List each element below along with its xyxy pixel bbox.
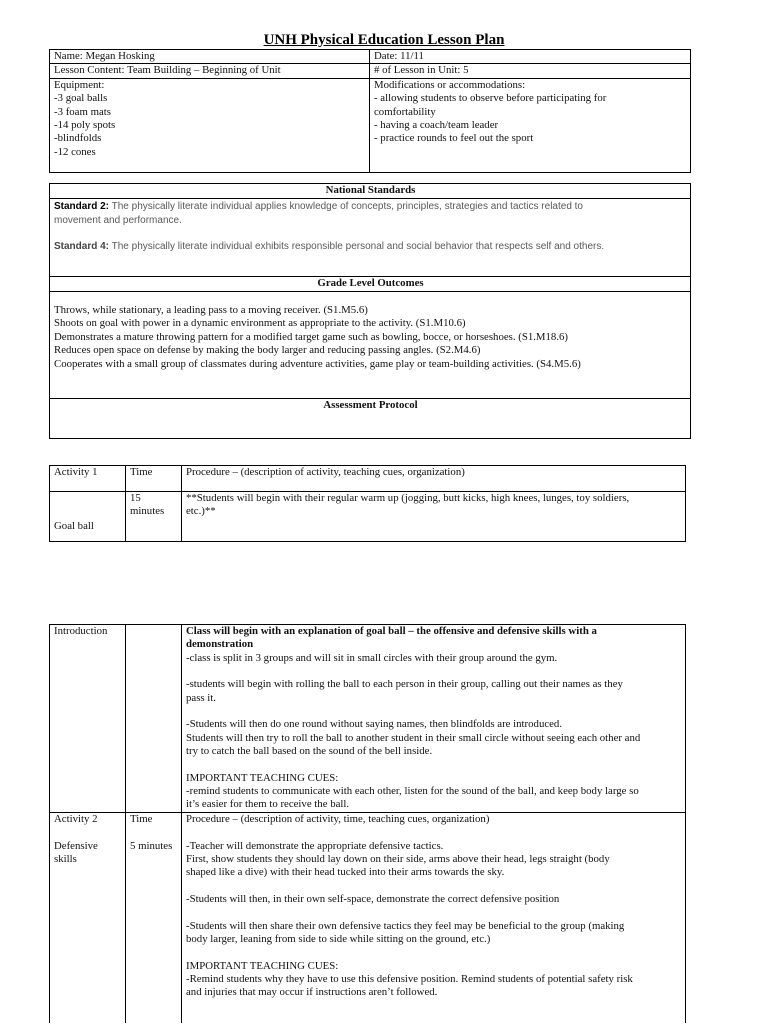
lesson-number-cell: # of Lesson in Unit: 5	[370, 64, 691, 78]
grade-level-outcomes-heading: Grade Level Outcomes	[50, 277, 691, 292]
activity-2-cues-heading: IMPORTANT TEACHING CUES:	[186, 959, 339, 972]
activity-2-step: -Teacher will demonstrate the appropriate defensive tactics.	[186, 839, 444, 852]
procedure-header: Procedure – (description of activity, time, teaching cues, organization)	[186, 813, 490, 825]
introduction-cues-heading: IMPORTANT TEACHING CUES:	[186, 771, 339, 784]
activity-2-label: Activity 2	[54, 813, 98, 825]
lesson-content-cell: Lesson Content: Team Building – Beginning of Unit	[50, 64, 370, 78]
activity-2-time-cell	[126, 813, 182, 1023]
activity-1-label: Activity 1	[50, 466, 126, 492]
standard-item	[54, 200, 687, 228]
introduction-procedure-cell	[182, 625, 686, 813]
equipment-item: -12 cones	[54, 145, 96, 158]
introduction-label: Introduction	[50, 625, 126, 813]
outcome-item: Cooperates with a small group of classmates during adventure activities, game play or team-building activities. (S4.M5.6)	[54, 357, 581, 370]
modification-item: - practice rounds to feel out the sport	[374, 132, 534, 145]
assessment-protocol-heading: Assessment Protocol	[50, 399, 691, 439]
equipment-item: -blindfolds	[54, 132, 102, 145]
modifications-heading: Modifications or accommodations:	[374, 78, 526, 91]
modifications-cell	[370, 78, 691, 172]
equipment-cell	[50, 78, 370, 172]
lesson-activities-table	[49, 624, 686, 1023]
activity-2-step: -Students will then, in their own self-space, demonstrate the correct defensive position	[186, 893, 560, 906]
time-header: Time	[126, 466, 182, 492]
outcome-item: Shoots on goal with power in a dynamic environment as appropriate to the activity. (S1.M10.6)	[54, 317, 466, 330]
standard-label: Standard 2:	[54, 201, 110, 212]
introduction-cues: -remind students to communicate with each other, listen for the sound of the ball, and keep body large so it’s easier for them to receive the ball.	[186, 785, 639, 811]
introduction-lead: Class will begin with an explanation of goal ball – the offensive and defensive skills with a demonstration	[186, 625, 597, 651]
standards-table	[49, 183, 691, 439]
activity-2-name: Defensive skills	[54, 839, 98, 866]
national-standards-heading: National Standards	[50, 184, 691, 199]
outcome-item: Throws, while stationary, a leading pass to a moving receiver. (S1.M5.6)	[54, 304, 368, 316]
time-header: Time	[130, 813, 153, 825]
equipment-item: -3 foam mats	[54, 105, 111, 118]
activity-2-cues: -Remind students why they have to use this defensive position. Remind students of potential safety risk and injuries that may occur if instructions aren’t followed.	[186, 973, 633, 999]
introduction-time-cell	[126, 625, 182, 813]
procedure-header: Procedure – (description of activity, teaching cues, organization)	[182, 466, 686, 492]
activity-2-procedure-cell	[182, 813, 686, 1023]
lesson-info-table	[49, 49, 691, 173]
standard-item	[54, 240, 687, 254]
standard-text: The physically literate individual exhibits responsible personal and social behavior that respects self and others.	[111, 241, 605, 252]
activity-1-name-cell	[50, 492, 126, 542]
activity-2-step: -Students will then share their own defensive tactics they feel may be beneficial to the group (making body larger, leaning from side to side while sitting on the ground, etc.)	[186, 919, 625, 946]
standard-label: Standard 4:	[54, 241, 110, 252]
introduction-step: -Students will then do one round without saying names, then blindfolds are introduced.	[186, 718, 563, 731]
equipment-item: -14 poly spots	[54, 119, 116, 132]
outcome-item: Reduces open space on defense by making the body larger and reducing passing angles. (S2.M4.6)	[54, 344, 481, 357]
page-title: UNH Physical Education Lesson Plan	[263, 32, 505, 48]
outcomes-cell	[50, 292, 691, 399]
activity-2-step: First, show students they should lay down on their side, arms above their head, legs straight (body shaped like a dive) with their head tucked into their arms towards the sky.	[186, 853, 610, 879]
modification-item: - allowing students to observe before participating for comfortability	[374, 92, 607, 118]
equipment-item: -3 goal balls	[54, 92, 108, 105]
activity-2-time: 5 minutes	[130, 839, 173, 852]
activity-2-label-cell	[50, 813, 126, 1023]
modification-item: - having a coach/team leader	[374, 119, 499, 132]
activity-1-procedure: **Students will begin with their regular warm up (jogging, butt kicks, high knees, lunges, toy soldiers, etc.)**	[182, 492, 686, 542]
activity-1-name: Goal ball	[54, 520, 94, 532]
introduction-step: Students will then try to roll the ball to another student in their small circle without seeing each other and try to catch the ball based on the sound of the bell inside.	[186, 731, 641, 758]
outcome-item: Demonstrates a mature throwing pattern for a modified target game such as bowling, bocce, or horseshoes. (S1.M18.6)	[54, 330, 569, 343]
activity-1-time: 15 minutes	[126, 492, 182, 542]
activity-1-table	[49, 465, 686, 542]
standard-text: The physically literate individual applies knowledge of concepts, principles, strategies and tactics related to movement and performance.	[54, 201, 583, 226]
introduction-step: -class is split in 3 groups and will sit in small circles with their group around the gym.	[186, 651, 558, 664]
name-cell: Name: Megan Hosking	[50, 50, 370, 64]
date-cell: Date: 11/11	[370, 50, 691, 64]
equipment-heading: Equipment:	[54, 78, 105, 91]
introduction-step: -students will begin with rolling the ball to each person in their group, calling out their names as they pass it.	[186, 678, 623, 704]
standards-cell	[50, 199, 691, 277]
